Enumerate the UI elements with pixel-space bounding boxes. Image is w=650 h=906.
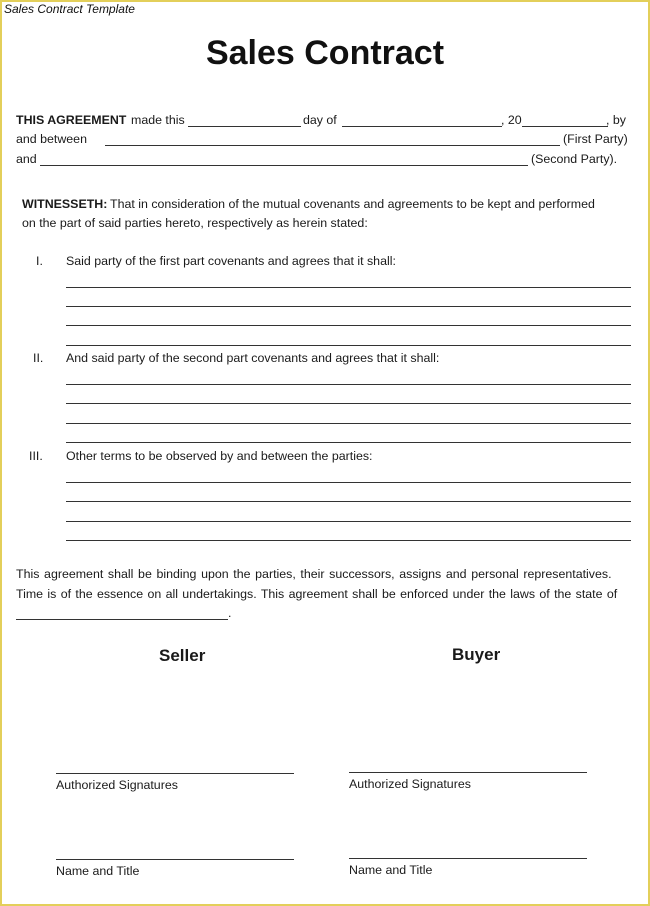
- clause-text: Said party of the first part covenants and agrees that it shall:: [66, 254, 396, 268]
- clause-numeral: I.: [36, 254, 43, 268]
- buyer-authorized-label: Authorized Signatures: [349, 777, 471, 791]
- clause-text: Other terms to be observed by and between the parties:: [66, 449, 373, 463]
- witnesseth-lead: WITNESSETH:: [22, 197, 108, 211]
- template-label: Sales Contract Template: [4, 2, 135, 16]
- clause-3-line[interactable]: [66, 540, 631, 541]
- clause-2-line[interactable]: [66, 423, 631, 424]
- agreement-and-between: and between: [16, 132, 87, 146]
- closing-line-2: Time is of the essence on all undertakings. This agreement shall be enforced under the laws of the state of: [16, 587, 618, 601]
- first-party-blank[interactable]: [105, 145, 560, 146]
- first-party-label: (First Party): [563, 132, 628, 146]
- state-blank[interactable]: [16, 619, 228, 620]
- buyer-heading: Buyer: [452, 645, 501, 664]
- agreement-made-this: made this: [131, 113, 185, 127]
- closing-end: .: [228, 606, 232, 620]
- seller-name-label: Name and Title: [56, 864, 140, 878]
- clause-2-line[interactable]: [66, 384, 631, 385]
- closing-line-1: This agreement shall be binding upon the parties, their successors, assigns and personal representatives.: [16, 567, 612, 581]
- agreement-year-prefix: , 20: [501, 113, 522, 127]
- agreement-lead: THIS AGREEMENT: [16, 113, 127, 127]
- seller-authorized-label: Authorized Signatures: [56, 778, 178, 792]
- buyer-signature-line[interactable]: [349, 772, 587, 773]
- witnesseth-text-2: on the part of said parties hereto, respectively as herein stated:: [22, 216, 368, 230]
- second-party-blank[interactable]: [40, 165, 528, 166]
- agreement-and: and: [16, 152, 37, 166]
- page-title: Sales Contract: [205, 34, 445, 72]
- clause-3-line[interactable]: [66, 521, 631, 522]
- clause-text: And said party of the second part covenants and agrees that it shall:: [66, 351, 440, 365]
- clause-2-line[interactable]: [66, 442, 631, 443]
- clause-1-line[interactable]: [66, 345, 631, 346]
- agreement-made-blank[interactable]: [188, 126, 301, 127]
- seller-signature-line[interactable]: [56, 773, 294, 774]
- second-party-label: (Second Party).: [531, 152, 618, 166]
- seller-heading: Seller: [159, 646, 206, 665]
- agreement-by: , by: [606, 113, 626, 127]
- clause-numeral: III.: [29, 449, 43, 463]
- clause-1-line[interactable]: [66, 287, 631, 288]
- buyer-name-label: Name and Title: [349, 863, 433, 877]
- witnesseth-text-1: That in consideration of the mutual covenants and agreements to be kept and performed: [110, 197, 595, 211]
- seller-name-line[interactable]: [56, 859, 294, 860]
- clause-3-line[interactable]: [66, 482, 631, 483]
- agreement-year-blank[interactable]: [522, 126, 608, 127]
- clause-3-line[interactable]: [66, 501, 631, 502]
- clause-1-line[interactable]: [66, 325, 631, 326]
- clause-1-line[interactable]: [66, 306, 631, 307]
- clause-numeral: II.: [33, 351, 44, 365]
- clause-2-line[interactable]: [66, 403, 631, 404]
- agreement-day-of: day of: [303, 113, 337, 127]
- buyer-name-line[interactable]: [349, 858, 587, 859]
- agreement-day-blank[interactable]: [342, 126, 502, 127]
